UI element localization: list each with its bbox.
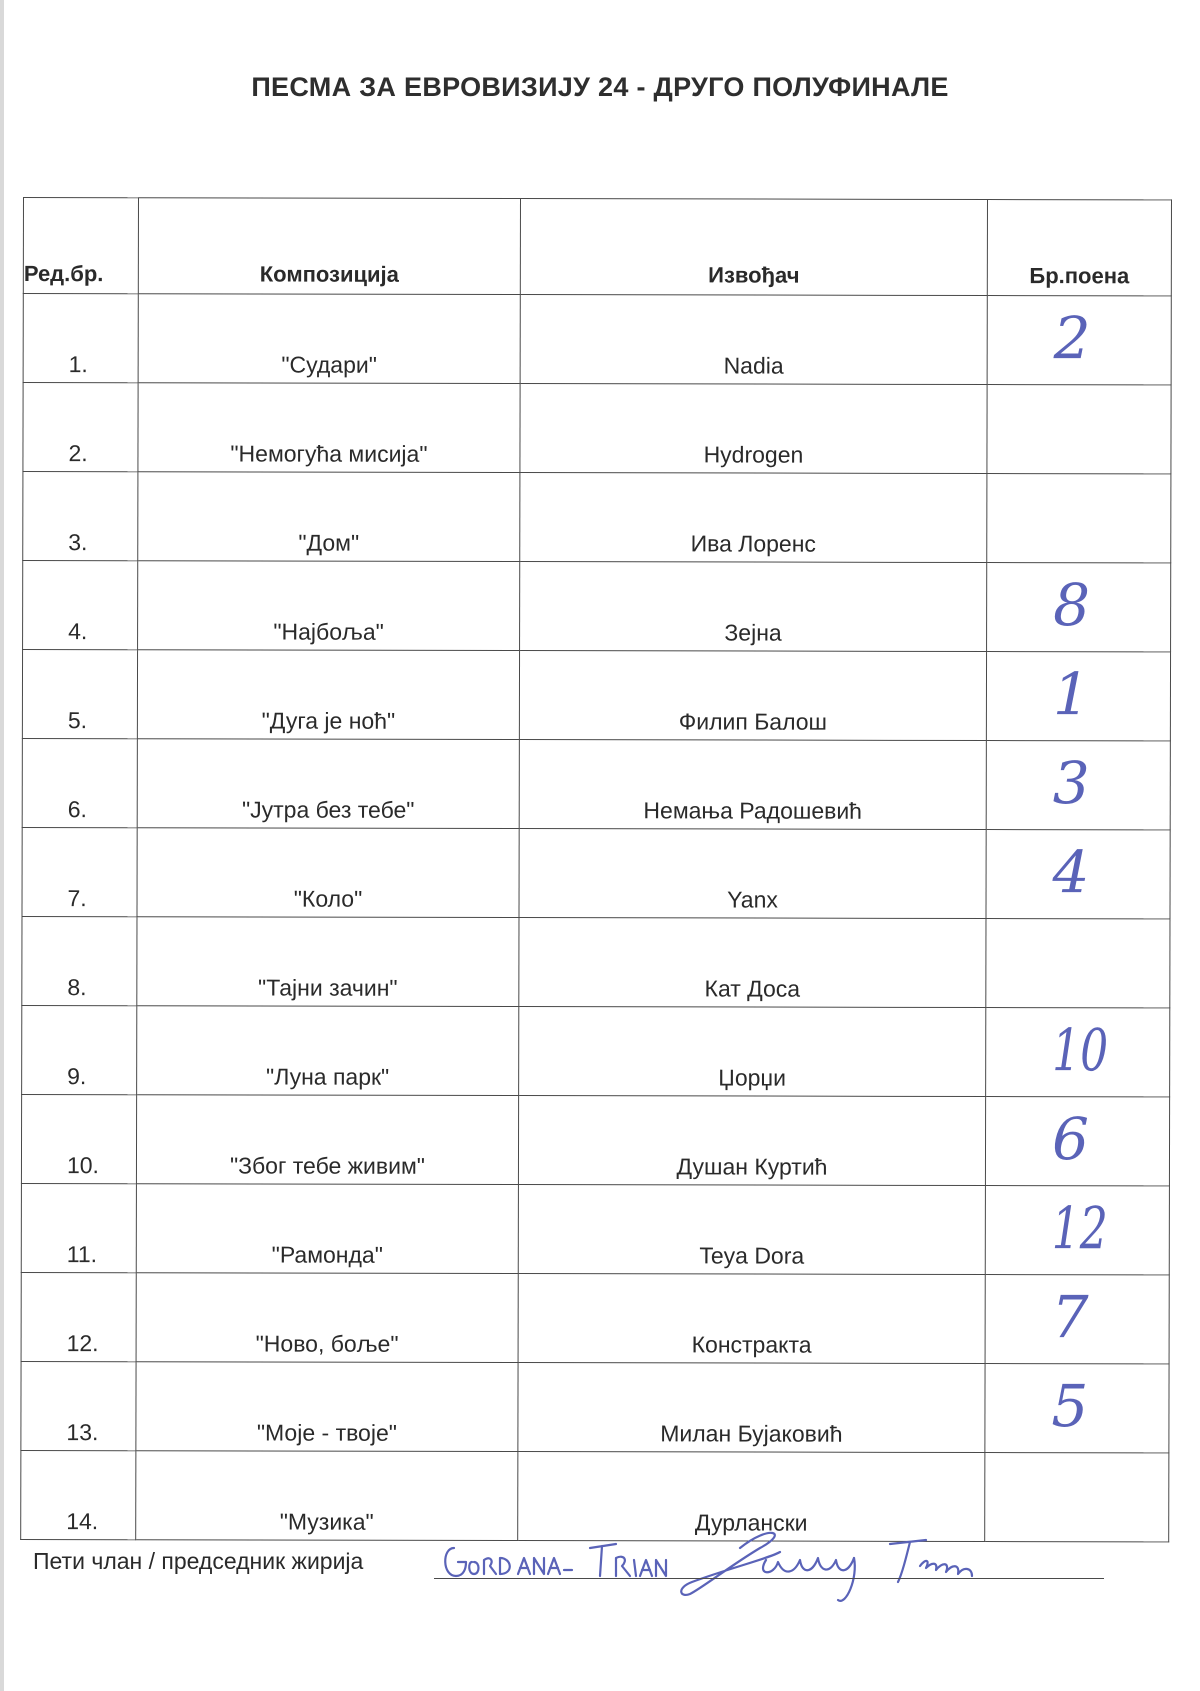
handwritten-points-text: 8 — [1053, 571, 1091, 640]
row-song: "Судари" — [138, 294, 520, 384]
row-number: 2. — [23, 383, 138, 472]
handwritten-points — [1047, 389, 1117, 461]
table-row — [23, 472, 1171, 563]
row-number: 8. — [22, 916, 137, 1005]
table-row — [21, 1094, 1169, 1185]
row-number: 12. — [21, 1272, 136, 1361]
row-number: 11. — [21, 1183, 136, 1272]
handwritten-points — [1048, 300, 1118, 372]
row-artist: Yanx — [519, 829, 986, 919]
row-points — [985, 1275, 1169, 1364]
handwritten-points — [1047, 834, 1117, 906]
row-song: "Рамонда" — [136, 1184, 518, 1274]
row-number: 5. — [22, 650, 137, 739]
row-number: 6. — [22, 738, 137, 827]
row-number: 9. — [22, 1005, 137, 1094]
table-row — [21, 1272, 1169, 1363]
page-edge — [0, 0, 4, 1691]
row-artist: Филип Балош — [519, 651, 986, 741]
table-row — [21, 1361, 1169, 1452]
row-artist: Зејна — [520, 562, 987, 652]
row-number: 3. — [23, 472, 138, 561]
handwritten-points-text: 6 — [1051, 1105, 1090, 1174]
table-row — [23, 383, 1171, 474]
row-number: 14. — [21, 1450, 136, 1539]
row-artist: Душан Куртић — [518, 1096, 985, 1186]
handwritten-points — [1047, 656, 1117, 728]
handwritten-points-text: 3 — [1052, 749, 1090, 818]
row-song: "Дуга је ноћ" — [137, 650, 519, 740]
document-title: ПЕСМА ЗА ЕВРОВИЗИЈУ 24 - ДРУГО ПОЛУФИНАЛЕ — [251, 72, 949, 102]
table-row — [23, 561, 1171, 652]
row-points — [985, 1364, 1169, 1453]
row-artist: Немања Радошевић — [519, 740, 986, 830]
table-header-row — [23, 198, 1171, 296]
handwritten-points — [1047, 478, 1117, 550]
row-artist: Џорџи — [519, 1007, 986, 1097]
row-points — [985, 1186, 1169, 1275]
handwritten-points — [1046, 1190, 1126, 1263]
row-song: "Дом" — [138, 472, 520, 562]
header-artist: Извођач — [520, 199, 987, 296]
handwritten-points-text: 10 — [1052, 1016, 1127, 1085]
handwritten-points — [1046, 1012, 1127, 1085]
score-table — [20, 197, 1172, 1542]
handwritten-points — [1047, 745, 1117, 817]
row-song: "Коло" — [137, 828, 519, 918]
header-song: Композиција — [138, 198, 520, 295]
table-row — [23, 294, 1171, 385]
table-row — [22, 1005, 1170, 1096]
row-number: 13. — [21, 1361, 136, 1450]
row-song: "Немогућа мисија" — [138, 383, 520, 473]
row-artist: Ива Лоренс — [520, 473, 987, 563]
row-number: 7. — [22, 827, 137, 916]
row-song: "Моје - твоје" — [136, 1362, 518, 1452]
row-artist: Hydrogen — [520, 384, 987, 474]
jury-member-label: Пети члан / председник жирија — [33, 1548, 364, 1574]
row-number: 1. — [23, 294, 138, 383]
row-song: "Најбоља" — [138, 561, 520, 651]
handwritten-points — [1046, 1101, 1116, 1173]
table-row — [21, 1183, 1169, 1274]
row-points — [985, 1097, 1169, 1186]
handwritten-points-text: 12 — [1051, 1194, 1126, 1263]
row-song: "Тајни зачин" — [137, 917, 519, 1007]
handwritten-points — [1046, 923, 1116, 995]
table-row — [22, 827, 1170, 918]
row-points — [986, 1008, 1170, 1097]
row-number: 10. — [21, 1094, 136, 1183]
row-artist: Дурлански — [518, 1452, 985, 1542]
handwritten-points-text: 7 — [1051, 1283, 1089, 1352]
row-points — [986, 741, 1170, 830]
header-number: Ред.бр. — [23, 198, 138, 294]
row-points — [986, 919, 1170, 1008]
row-points — [986, 830, 1170, 919]
row-song: "Због тебе живим" — [136, 1095, 518, 1185]
row-points — [987, 563, 1171, 652]
row-song: "Ново, боље" — [136, 1273, 518, 1363]
row-song: "Луна парк" — [137, 1006, 519, 1096]
handwritten-points-text: 4 — [1052, 838, 1090, 907]
row-artist: Констракта — [518, 1274, 985, 1364]
handwritten-points — [1047, 567, 1117, 639]
row-points — [986, 652, 1170, 741]
row-points — [987, 385, 1171, 474]
row-song: "Јутра без тебе" — [137, 739, 519, 829]
table-row — [22, 738, 1170, 829]
row-artist: Кат Доса — [519, 918, 986, 1008]
handwritten-signature — [440, 1518, 1080, 1608]
row-artist: Милан Бујаковић — [518, 1363, 985, 1453]
handwritten-points-text: 5 — [1051, 1372, 1089, 1441]
row-artist: Nadia — [520, 295, 987, 385]
handwritten-points-text: 1 — [1052, 660, 1090, 729]
table-row — [22, 916, 1170, 1007]
table-row — [22, 650, 1170, 741]
handwritten-points — [1045, 1368, 1115, 1440]
row-points — [987, 474, 1171, 563]
signature-line — [434, 1578, 1104, 1579]
row-points — [987, 296, 1171, 385]
row-artist: Teya Dora — [518, 1185, 985, 1275]
header-points: Бр.поена — [987, 200, 1171, 296]
handwritten-points — [1046, 1279, 1116, 1351]
row-song: "Музика" — [136, 1451, 518, 1541]
handwritten-points-text: 2 — [1053, 304, 1091, 373]
row-number: 4. — [23, 561, 138, 650]
